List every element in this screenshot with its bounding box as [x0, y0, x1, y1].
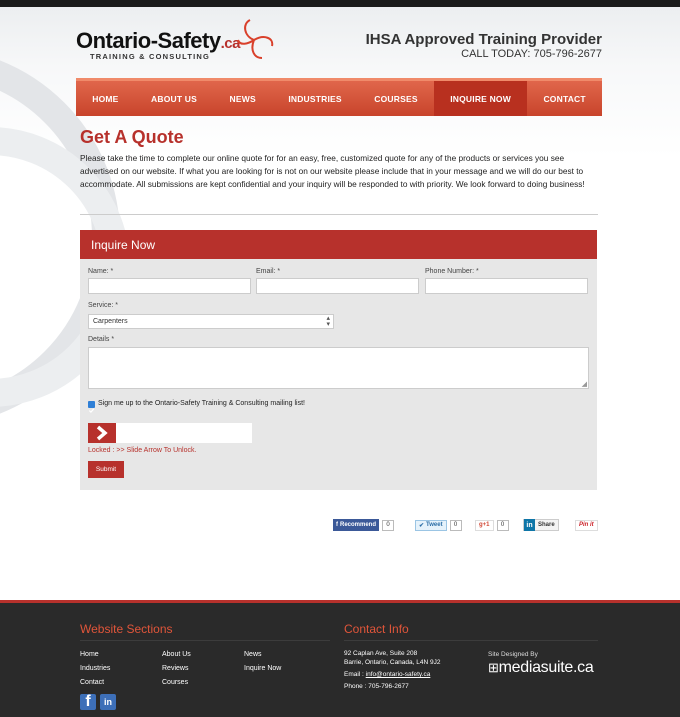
nav-home[interactable]: HOME: [92, 93, 119, 104]
google-plusone[interactable]: [475, 519, 509, 531]
service-selected-value: Carpenters: [93, 318, 128, 325]
designer-name: mediasuite.ca: [498, 659, 594, 676]
facebook-icon: f: [336, 522, 338, 528]
pinterest-pin[interactable]: [575, 519, 598, 531]
header-tagline: IHSA Approved Training Provider: [365, 31, 602, 48]
logo-subtitle: TRAINING & CONSULTING: [90, 52, 211, 61]
footer-contact-heading: Contact Info: [344, 622, 409, 636]
checkmark-icon: [88, 407, 95, 414]
slider-arrow-handle[interactable]: [88, 423, 116, 443]
footer-link-news[interactable]: News: [244, 651, 262, 658]
facebook-icon[interactable]: f: [80, 694, 96, 710]
logo-wordmark: Ontario-Safety.ca: [76, 28, 240, 53]
linkedin-share-button[interactable]: [523, 519, 559, 531]
email-link[interactable]: info@ontario-safety.ca: [365, 671, 431, 678]
twitter-bird-icon: ✔: [419, 522, 425, 529]
service-label: Service: *: [88, 302, 118, 309]
email-input[interactable]: [256, 278, 419, 294]
main-navigation: [76, 78, 602, 116]
email-label: Email :: [344, 671, 366, 678]
plusone-label: +1: [482, 522, 490, 528]
tweet-button[interactable]: [415, 520, 447, 531]
footer-divider: [80, 640, 330, 641]
resize-grip-icon[interactable]: ◢: [581, 381, 587, 388]
nav-inquire-now[interactable]: INQUIRE NOW: [434, 81, 527, 116]
footer-email: [344, 670, 430, 679]
linkedin-label: Share: [538, 522, 555, 528]
twitter-tweet[interactable]: [415, 519, 462, 531]
name-label: Name: *: [88, 268, 114, 275]
unlock-slider[interactable]: [88, 423, 252, 443]
email-label: Email: *: [256, 268, 281, 275]
service-select[interactable]: [88, 314, 334, 329]
footer-sections-heading: Website Sections: [80, 622, 173, 636]
nav-industries[interactable]: INDUSTRIES: [288, 93, 342, 104]
footer-link-contact[interactable]: Contact: [80, 679, 105, 686]
nav-contact[interactable]: CONTACT: [543, 93, 586, 104]
linkedin-icon: in: [524, 519, 535, 531]
address-line-2: Barrie, Ontario, Canada, L4N 9J2: [344, 659, 441, 666]
name-input[interactable]: [88, 278, 251, 294]
plusone-count: 0: [497, 520, 509, 531]
footer-link-industries[interactable]: Industries: [80, 665, 111, 672]
phone-label: Phone Number: *: [425, 268, 479, 275]
slider-locked-text: Locked : >> Slide Arrow To Unlock.: [88, 447, 197, 454]
footer-phone: Phone : 705-796-2677: [344, 683, 409, 690]
header-phone[interactable]: CALL TODAY: 705-796-2677: [461, 48, 602, 60]
recommend-count: 0: [382, 520, 394, 531]
nav-about-us[interactable]: ABOUT US: [151, 93, 198, 104]
footer-link-reviews[interactable]: Reviews: [162, 665, 189, 672]
details-textarea[interactable]: [88, 347, 589, 389]
intro-paragraph: Please take the time to complete our online quote for for an easy, free, customized quote for any of the products or services you see advertised on our website. If what you are looking for is not on our website please include that in your message and we will do our best to accommodate. All submissions are kept confidential and your inquiry will be responded to with priority. We look forward to doing business!: [80, 153, 585, 189]
select-arrows-icon: ▴ ▾: [326, 315, 330, 328]
footer-link-inquire-now[interactable]: Inquire Now: [244, 665, 282, 672]
facebook-recommend[interactable]: [333, 519, 394, 531]
inquire-form: [80, 230, 597, 490]
mediasuite-icon: ⊞: [488, 660, 499, 675]
mailing-list-checkbox[interactable]: [88, 401, 95, 408]
designed-by-label: Site Designed By: [488, 651, 538, 658]
linkedin-share[interactable]: [523, 519, 559, 531]
address-line-1: 92 Caplan Ave, Suite 208: [344, 650, 418, 657]
chevron-right-icon: [88, 423, 116, 443]
phone-input[interactable]: [425, 278, 588, 294]
nav-courses[interactable]: COURSES: [374, 93, 418, 104]
facebook-recommend-button[interactable]: [333, 519, 379, 531]
plusone-button[interactable]: [475, 520, 494, 531]
footer-link-home[interactable]: Home: [80, 651, 99, 658]
top-bar: [0, 0, 680, 7]
linkedin-icon[interactable]: in: [100, 694, 116, 710]
tweet-count: 0: [450, 520, 462, 531]
designer-logo[interactable]: [488, 659, 593, 677]
google-plus-icon: g: [479, 522, 483, 528]
site-footer: [0, 600, 680, 717]
details-label: Details *: [88, 336, 115, 343]
submit-button[interactable]: Submit: [88, 461, 124, 478]
footer-link-courses[interactable]: Courses: [162, 679, 189, 686]
site-logo[interactable]: [76, 28, 240, 61]
tweet-label: Tweet: [426, 522, 443, 528]
page-title: Get A Quote: [80, 127, 184, 147]
recommend-label: Recommend: [340, 522, 377, 528]
mailing-list-label: Sign me up to the Ontario-Safety Training & Consulting mailing list!: [98, 400, 305, 407]
divider: [80, 214, 598, 215]
footer-link-about-us[interactable]: About Us: [162, 651, 191, 658]
logo-swirl-icon: [234, 18, 276, 62]
pinit-button[interactable]: Pin it: [575, 520, 598, 531]
form-header: Inquire Now: [80, 230, 597, 259]
footer-divider: [344, 640, 598, 641]
nav-news[interactable]: NEWS: [229, 93, 256, 104]
